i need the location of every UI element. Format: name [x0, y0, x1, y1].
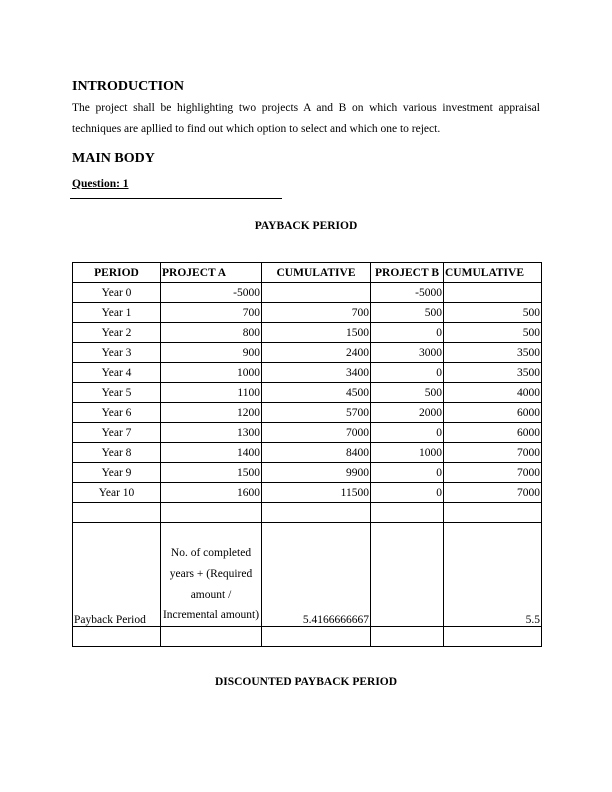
payback-project-a-value: 5.4166666667: [262, 523, 371, 627]
project-b-cell: 1000: [371, 443, 444, 463]
period-cell: Year 0: [73, 283, 161, 303]
table-row: [73, 363, 542, 383]
period-cell: Year 2: [73, 323, 161, 343]
header-cumulative-a: CUMULATIVE: [262, 263, 371, 283]
period-cell: Year 3: [73, 343, 161, 363]
project-b-cell: 0: [371, 463, 444, 483]
table-row: [73, 423, 542, 443]
cumulative-b-cell: 7000: [444, 463, 542, 483]
project-a-cell: -5000: [161, 283, 262, 303]
project-a-cell: 800: [161, 323, 262, 343]
empty-row: [73, 627, 542, 647]
project-a-cell: 1400: [161, 443, 262, 463]
cumulative-b-cell: 7000: [444, 483, 542, 503]
period-cell: Year 7: [73, 423, 161, 443]
project-a-cell: 1300: [161, 423, 262, 443]
cumulative-a-cell: 7000: [262, 423, 371, 443]
cumulative-b-cell: 500: [444, 303, 542, 323]
period-cell: Year 9: [73, 463, 161, 483]
project-a-cell: 700: [161, 303, 262, 323]
project-b-cell: 0: [371, 483, 444, 503]
cumulative-b-cell: 4000: [444, 383, 542, 403]
project-a-cell: 1100: [161, 383, 262, 403]
header-project-a: PROJECT A: [161, 263, 262, 283]
project-b-cell: 0: [371, 323, 444, 343]
main-body-heading: MAIN BODY: [72, 151, 155, 166]
table-row: [73, 443, 542, 463]
table-row: [73, 303, 542, 323]
cumulative-a-cell: 9900: [262, 463, 371, 483]
cumulative-a-cell: 2400: [262, 343, 371, 363]
empty-row: [73, 503, 542, 523]
payback-period-heading: PAYBACK PERIOD: [254, 220, 358, 232]
period-cell: Year 10: [73, 483, 161, 503]
table-row: [73, 383, 542, 403]
project-b-cell: 3000: [371, 343, 444, 363]
payback-period-label: Payback Period: [73, 523, 161, 627]
project-a-cell: 1000: [161, 363, 262, 383]
cumulative-a-cell: 3400: [262, 363, 371, 383]
cumulative-a-cell: 11500: [262, 483, 371, 503]
header-period: PERIOD: [73, 263, 161, 283]
cumulative-b-cell: [444, 283, 542, 303]
project-a-cell: 1500: [161, 463, 262, 483]
cumulative-b-cell: 6000: [444, 423, 542, 443]
payback-table: [72, 262, 542, 647]
project-b-cell: 0: [371, 363, 444, 383]
project-b-cell: 500: [371, 383, 444, 403]
cumulative-b-cell: 3500: [444, 363, 542, 383]
period-cell: Year 5: [73, 383, 161, 403]
cumulative-a-cell: 700: [262, 303, 371, 323]
cumulative-b-cell: 7000: [444, 443, 542, 463]
header-cumulative-b: CUMULATIVE: [444, 263, 542, 283]
period-cell: Year 6: [73, 403, 161, 423]
table-row: [73, 483, 542, 503]
question-label: Question: 1: [72, 178, 129, 190]
table-row: [73, 343, 542, 363]
table-header-row: [73, 263, 542, 283]
period-cell: Year 8: [73, 443, 161, 463]
introduction-paragraph: The project shall be highlighting two projects A and B on which various investment appraisal techniques are apllied to find out which option to select and which one to reject.: [72, 102, 540, 135]
project-a-cell: 900: [161, 343, 262, 363]
discounted-payback-heading: DISCOUNTED PAYBACK PERIOD: [214, 676, 398, 688]
cumulative-b-cell: 500: [444, 323, 542, 343]
introduction-heading: INTRODUCTION: [72, 79, 185, 94]
header-project-b: PROJECT B: [371, 263, 444, 283]
table-row: [73, 323, 542, 343]
payback-formula: No. of completed years + (Required amount / Incremental amount): [161, 523, 262, 627]
cumulative-b-cell: 6000: [444, 403, 542, 423]
project-b-cell: 500: [371, 303, 444, 323]
payback-result-row: [73, 523, 542, 627]
project-b-cell: 0: [371, 423, 444, 443]
period-cell: Year 4: [73, 363, 161, 383]
period-cell: Year 1: [73, 303, 161, 323]
project-a-cell: 1600: [161, 483, 262, 503]
cumulative-a-cell: 1500: [262, 323, 371, 343]
cumulative-a-cell: 8400: [262, 443, 371, 463]
table-row: [73, 463, 542, 483]
cumulative-a-cell: 5700: [262, 403, 371, 423]
project-b-cell: -5000: [371, 283, 444, 303]
project-a-cell: 1200: [161, 403, 262, 423]
payback-project-b-value: 5.5: [444, 523, 542, 627]
table-row: [73, 403, 542, 423]
table-row: [73, 283, 542, 303]
question-underline-divider: [70, 198, 282, 199]
cumulative-a-cell: [262, 283, 371, 303]
cumulative-a-cell: 4500: [262, 383, 371, 403]
project-b-cell: 2000: [371, 403, 444, 423]
cumulative-b-cell: 3500: [444, 343, 542, 363]
